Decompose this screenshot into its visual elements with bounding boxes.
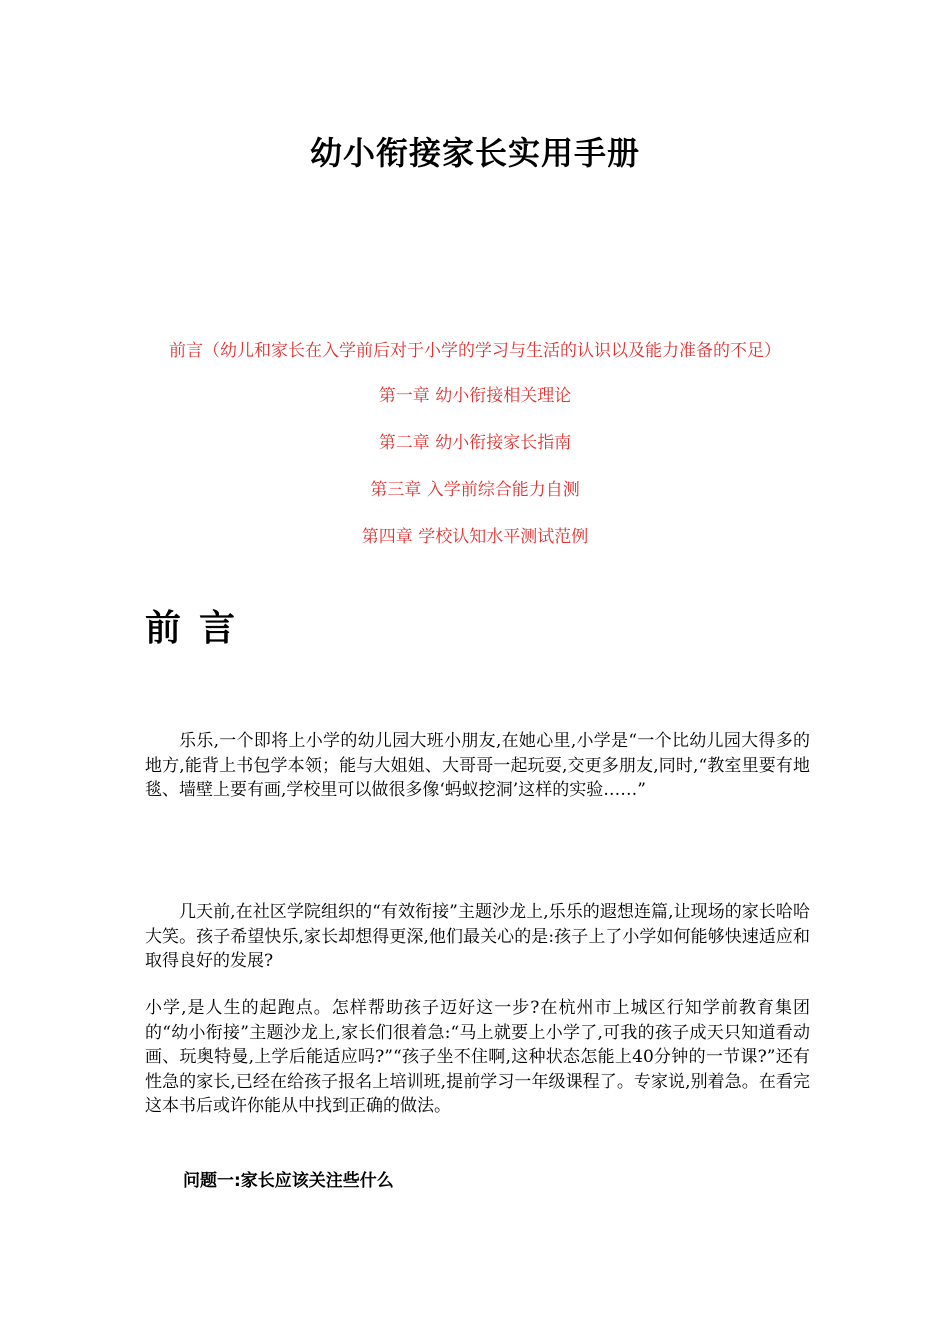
question-subheading: 问题一:家长应该关注些什么 [183,1171,394,1191]
toc-entry-preface[interactable]: 前言（幼儿和家长在入学前后对于小学的学习与生活的认识以及能力准备的不足） [169,341,781,361]
toc-entry-chapter-3[interactable]: 第三章 入学前综合能力自测 [370,480,580,500]
toc-entry-chapter-1[interactable]: 第一章 幼小衔接相关理论 [378,386,572,406]
paragraph: 几天前,在社区学院组织的“有效衔接”主题沙龙上,乐乐的遐想连篇,让现场的家长哈哈大笑。孩子希望快乐,家长却想得更深,他们最关心的是:孩子上了小学如何能够快速适应和取得良好的发展? [145,902,810,971]
toc-entry-chapter-4[interactable]: 第四章 学校认知水平测试范例 [361,527,589,547]
document-title: 幼小衔接家长实用手册 [309,134,640,172]
section-heading: 前言 [145,607,254,649]
toc-entry-chapter-2[interactable]: 第二章 幼小衔接家长指南 [378,433,572,453]
table-of-contents [145,338,805,571]
paragraph: 乐乐,一个即将上小学的幼儿园大班小朋友,在她心里,小学是“一个比幼儿园大得多的地方,能背上书包学本领；能与大姐姐、大哥哥一起玩耍,交更多朋友,同时,“教室里要有地毯、墙壁上要有画,学校里可以做很多像‘蚂蚁挖洞’这样的实验……” [145,731,810,800]
paragraph: 小学,是人生的起跑点。怎样帮助孩子迈好这一步?在杭州市上城区行知学前教育集团的“幼小衔接”主题沙龙上,家长们很着急:“马上就要上小学了,可我的孩子成天只知道看动画、玩奥特曼,上学后能适应吗?”“孩子坐不住啊,这种状态怎能上40分钟的一节课?”还有性急的家长,已经在给孩子报名上培训班,提前学习一年级课程了。专家说,别着急。在看完这本书后或许你能从中找到正确的做法。 [145,998,810,1116]
